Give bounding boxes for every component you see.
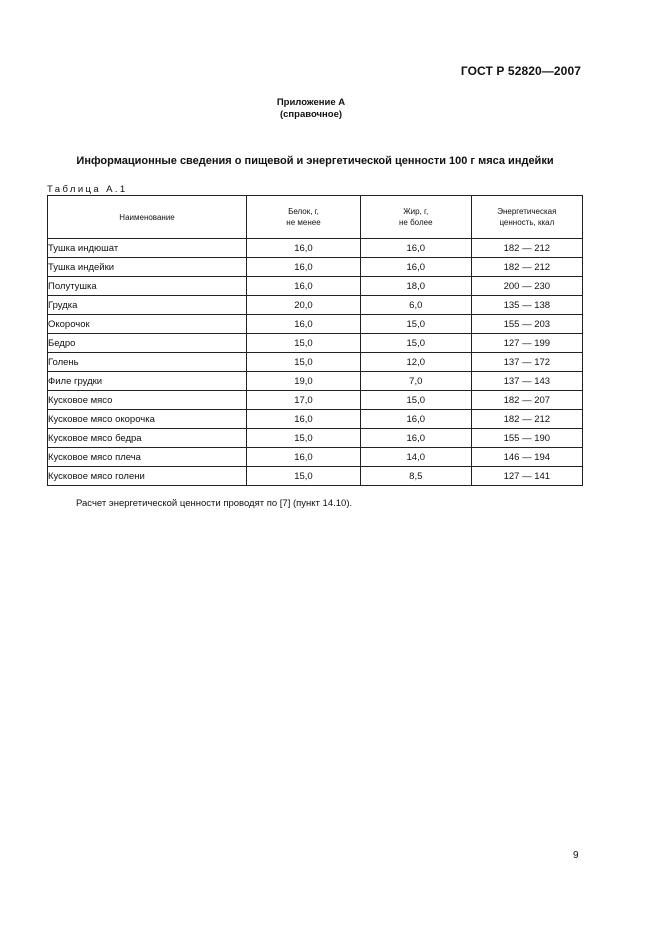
cell-name: Филе грудки (48, 372, 247, 391)
table-row (48, 372, 583, 391)
footnote-text: Расчет энергетической ценности проводят по [7] (пункт 14.10). (76, 498, 353, 509)
cell-name: Полутушка (48, 277, 247, 296)
cell-fat: 15,0 (360, 391, 471, 410)
cell-fat: 7,0 (360, 372, 471, 391)
cell-energy: 146 — 194 (471, 448, 582, 467)
column-header-fat-line2: не более (399, 218, 433, 227)
table-header-row (48, 196, 583, 239)
cell-fat: 6,0 (360, 296, 471, 315)
cell-energy: 182 — 207 (471, 391, 582, 410)
column-header-protein-line1: Белок, г, (288, 207, 319, 216)
cell-energy: 135 — 138 (471, 296, 582, 315)
table-row (48, 410, 583, 429)
cell-protein: 20,0 (247, 296, 361, 315)
table-row (48, 391, 583, 410)
cell-name: Тушка индюшат (48, 239, 247, 258)
cell-fat: 16,0 (360, 258, 471, 277)
cell-energy: 182 — 212 (471, 239, 582, 258)
table-row (48, 334, 583, 353)
column-header-energy-line2: ценность, ккал (499, 218, 555, 227)
cell-energy: 137 — 172 (471, 353, 582, 372)
cell-protein: 16,0 (247, 410, 361, 429)
column-header-fat (360, 196, 471, 239)
table-label: Таблица А.1 (47, 184, 128, 195)
cell-fat: 14,0 (360, 448, 471, 467)
page-title: Информационные сведения о пищевой и энергетической ценности 100 г мяса индейки (76, 155, 554, 167)
cell-energy: 182 — 212 (471, 258, 582, 277)
cell-name: Тушка индейки (48, 258, 247, 277)
appendix-title: Приложение А (276, 97, 346, 108)
cell-energy: 127 — 141 (471, 467, 582, 486)
cell-protein: 16,0 (247, 277, 361, 296)
table-row (48, 467, 583, 486)
cell-fat: 15,0 (360, 315, 471, 334)
table-row (48, 277, 583, 296)
cell-protein: 19,0 (247, 372, 361, 391)
cell-energy: 155 — 203 (471, 315, 582, 334)
table-row (48, 353, 583, 372)
cell-name: Грудка (48, 296, 247, 315)
appendix-subtitle: (справочное) (279, 109, 343, 120)
cell-fat: 15,0 (360, 334, 471, 353)
column-header-protein (247, 196, 361, 239)
cell-fat: 16,0 (360, 410, 471, 429)
page-number: 9 (573, 850, 579, 861)
cell-energy: 155 — 190 (471, 429, 582, 448)
cell-name: Кусковое мясо (48, 391, 247, 410)
cell-fat: 8,5 (360, 467, 471, 486)
cell-energy: 182 — 212 (471, 410, 582, 429)
cell-name: Кусковое мясо голени (48, 467, 247, 486)
cell-name: Окорочок (48, 315, 247, 334)
document-code: ГОСТ Р 52820—2007 (460, 64, 581, 78)
cell-energy: 137 — 143 (471, 372, 582, 391)
cell-protein: 15,0 (247, 467, 361, 486)
cell-protein: 16,0 (247, 315, 361, 334)
cell-protein: 16,0 (247, 239, 361, 258)
table-row (48, 315, 583, 334)
cell-fat: 16,0 (360, 239, 471, 258)
cell-protein: 15,0 (247, 334, 361, 353)
cell-energy: 127 — 199 (471, 334, 582, 353)
table-row (48, 429, 583, 448)
column-header-fat-line1: Жир, г, (403, 207, 429, 216)
cell-fat: 16,0 (360, 429, 471, 448)
cell-energy: 200 — 230 (471, 277, 582, 296)
cell-name: Бедро (48, 334, 247, 353)
cell-name: Кусковое мясо плеча (48, 448, 247, 467)
cell-protein: 16,0 (247, 448, 361, 467)
cell-protein: 17,0 (247, 391, 361, 410)
table-row (48, 258, 583, 277)
appendix-heading (0, 97, 622, 121)
table-row (48, 296, 583, 315)
cell-name: Голень (48, 353, 247, 372)
cell-protein: 16,0 (247, 258, 361, 277)
column-header-energy (471, 196, 582, 239)
column-header-protein-line2: не менее (286, 218, 321, 227)
table-row (48, 239, 583, 258)
cell-fat: 12,0 (360, 353, 471, 372)
table-row (48, 448, 583, 467)
nutrition-table (47, 195, 583, 486)
cell-fat: 18,0 (360, 277, 471, 296)
cell-protein: 15,0 (247, 429, 361, 448)
cell-name: Кусковое мясо окорочка (48, 410, 247, 429)
cell-protein: 15,0 (247, 353, 361, 372)
column-header-energy-line1: Энергетическая (497, 207, 557, 216)
cell-name: Кусковое мясо бедра (48, 429, 247, 448)
column-header-name: Наименование (48, 196, 247, 239)
